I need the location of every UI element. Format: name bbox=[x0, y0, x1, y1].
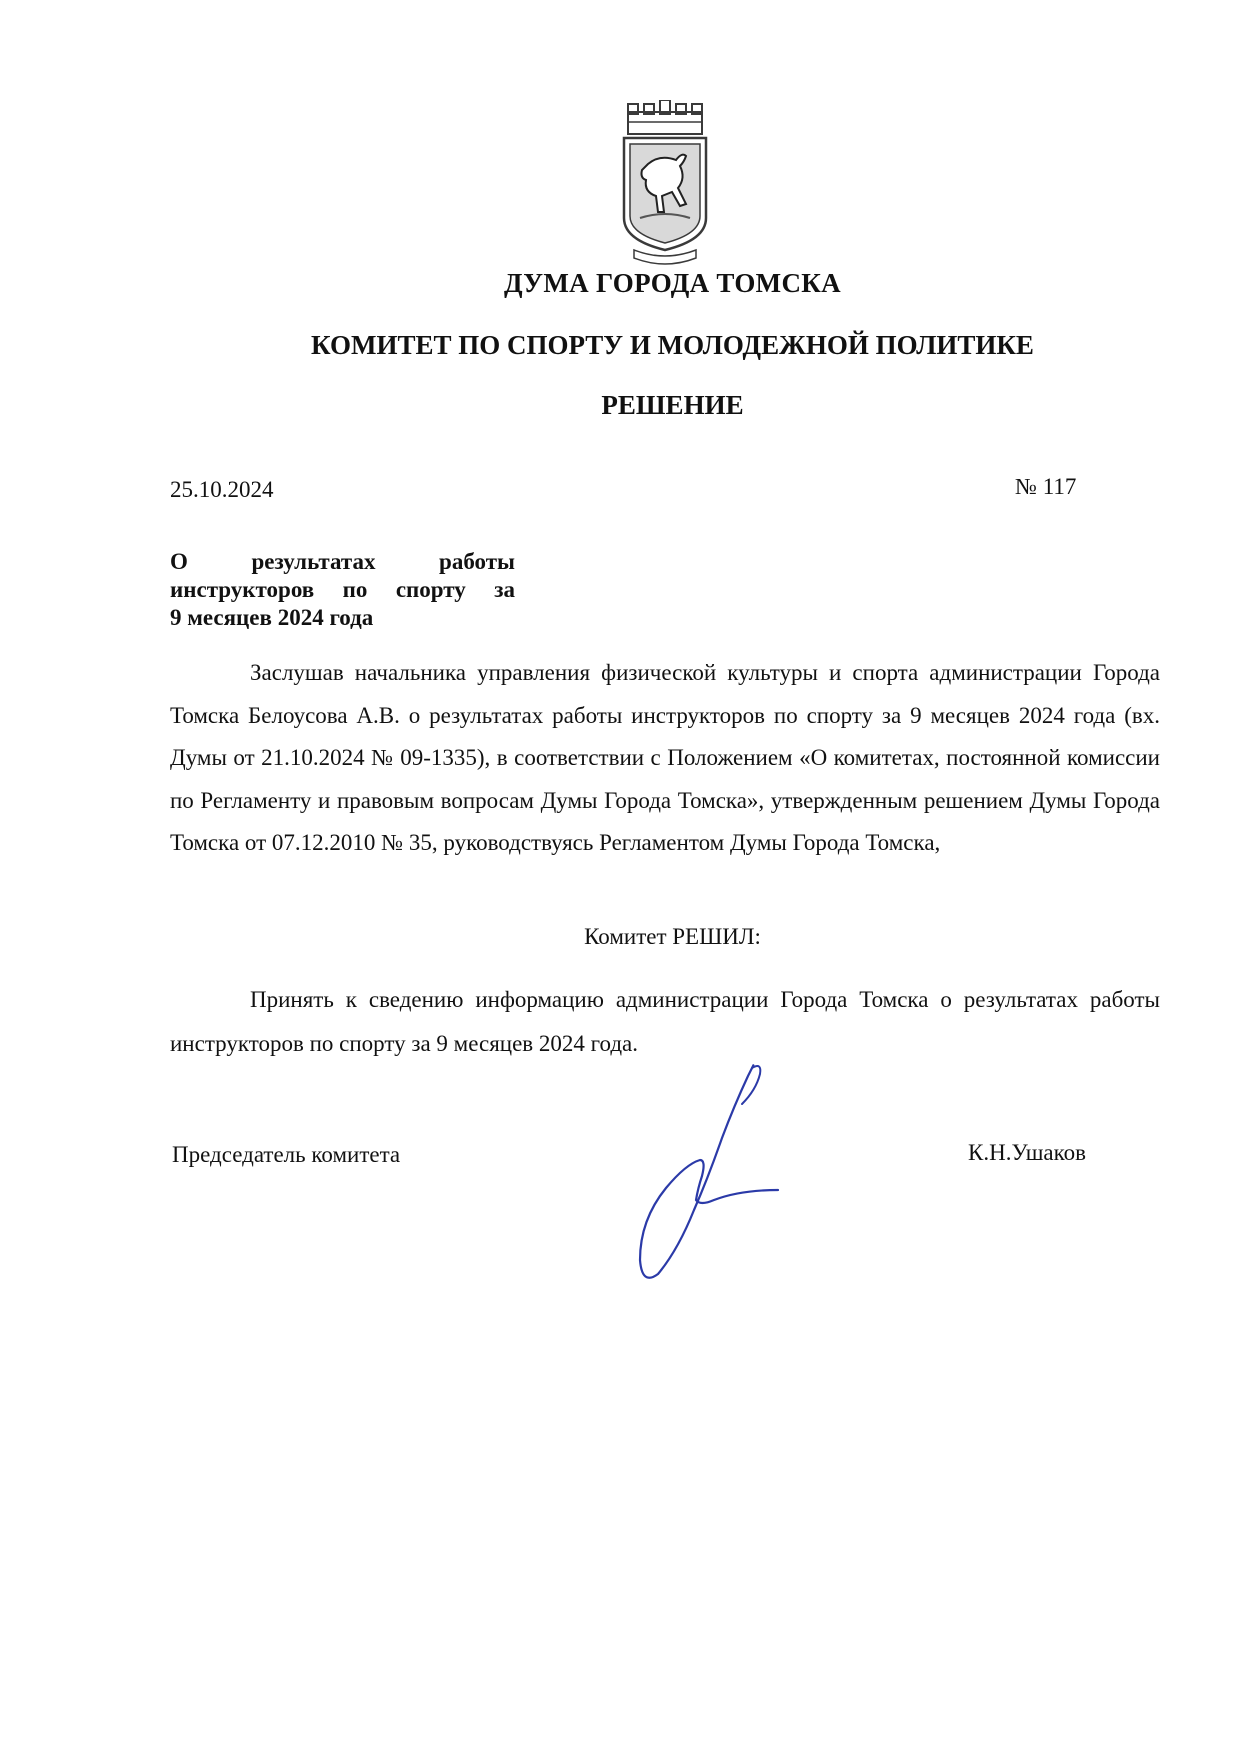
committee-decided-label: Комитет РЕШИЛ: bbox=[584, 924, 761, 949]
chairman-title: Председатель комитета bbox=[172, 1142, 401, 1167]
document-type-heading: РЕШЕНИЕ bbox=[601, 390, 744, 420]
subject-line: О результатах работы bbox=[170, 549, 515, 574]
subject-line: инструкторов по спорту за bbox=[170, 577, 515, 602]
signature-image bbox=[630, 1060, 800, 1280]
preamble-paragraph: Заслушав начальника управления физической культуры и спорта администрации Города Томска Белоусова А.В. о результатах работы инструкторов по спорту за 9 месяцев 2024 года (вх. Думы от 21.10.2024 № 09-1335), в соответствии с Положением «О комитетах, постоянной комиссии по Регламенту и правовым вопросам Думы Города Томска», утвержденным решением Думы Города Томска от 07.12.2010 № 35, руководствуясь Регламентом Думы Города Томска, bbox=[170, 660, 1160, 856]
subject-line: 9 месяцев 2024 года bbox=[170, 605, 374, 630]
org-name-heading: ДУМА ГОРОДА ТОМСКА bbox=[504, 268, 841, 298]
committee-name-heading: КОМИТЕТ ПО СПОРТУ И МОЛОДЕЖНОЙ ПОЛИТИКЕ bbox=[311, 330, 1034, 360]
decision-date: 25.10.2024 bbox=[170, 477, 274, 502]
resolution-paragraph: Принять к сведению информацию администрации Города Томска о результатах работы инструкторов по спорту за 9 месяцев 2024 года. bbox=[170, 987, 1160, 1056]
coat-of-arms-icon bbox=[620, 100, 710, 270]
decision-number: № 117 bbox=[1015, 474, 1077, 499]
decision-subject bbox=[170, 548, 515, 632]
chairman-name: К.Н.Ушаков bbox=[968, 1140, 1086, 1165]
